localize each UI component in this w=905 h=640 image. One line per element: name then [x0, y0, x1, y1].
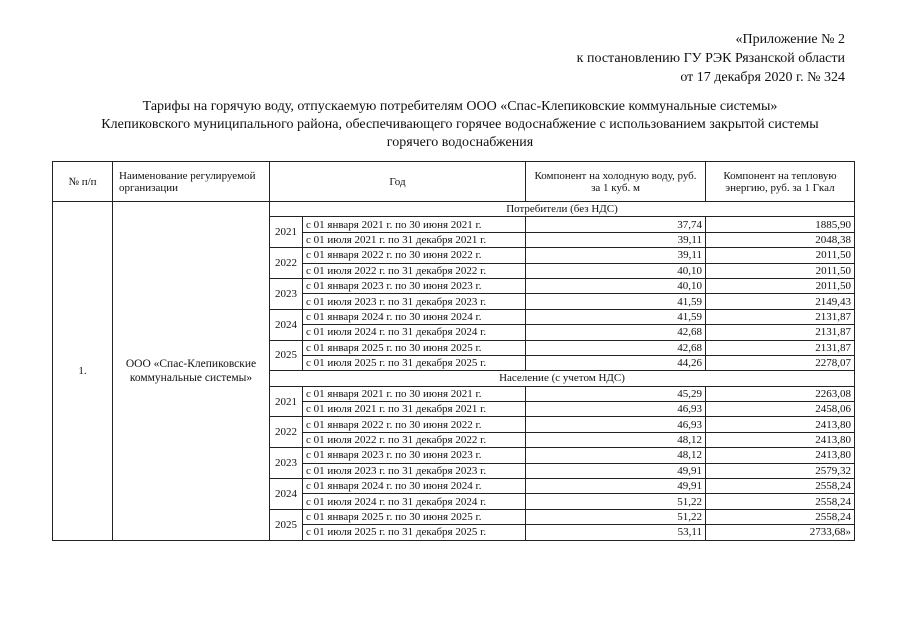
group-label: Потребители (без НДС) [270, 202, 855, 217]
period-cell: с 01 января 2024 г. по 30 июня 2024 г. [303, 479, 526, 494]
year-cell: 2025 [270, 340, 303, 371]
period-cell: с 01 января 2024 г. по 30 июня 2024 г. [303, 309, 526, 324]
year-cell: 2022 [270, 417, 303, 448]
heat-energy-value: 2131,87 [706, 309, 855, 324]
period-cell: с 01 июля 2022 г. по 31 декабря 2022 г. [303, 263, 526, 278]
year-cell: 2023 [270, 448, 303, 479]
cold-water-value: 48,12 [526, 448, 706, 463]
column-header-year: Год [270, 162, 526, 202]
cold-water-value: 49,91 [526, 479, 706, 494]
cold-water-value: 37,74 [526, 217, 706, 232]
appendix-resolution: к постановлению ГУ РЭК Рязанской области [576, 51, 845, 66]
column-header-num: № п/п [53, 162, 113, 202]
heat-energy-value: 2413,80 [706, 432, 855, 447]
cold-water-value: 46,93 [526, 402, 706, 417]
year-cell: 2023 [270, 278, 303, 309]
title-line: Клепиковского муниципального района, обеспечивающего горячее водоснабжение с использованием закрытой системы [101, 117, 819, 132]
heat-energy-value: 1885,90 [706, 217, 855, 232]
heat-energy-value: 2131,87 [706, 340, 855, 355]
heat-energy-value: 2579,32 [706, 463, 855, 478]
cold-water-value: 51,22 [526, 494, 706, 509]
cold-water-value: 45,29 [526, 386, 706, 401]
cold-water-value: 53,11 [526, 525, 706, 540]
period-cell: с 01 июля 2024 г. по 31 декабря 2024 г. [303, 494, 526, 509]
row-number: 1. [53, 202, 113, 541]
appendix-header [577, 30, 845, 87]
period-cell: с 01 июля 2025 г. по 31 декабря 2025 г. [303, 525, 526, 540]
cold-water-value: 44,26 [526, 355, 706, 370]
period-cell: с 01 июля 2023 г. по 31 декабря 2023 г. [303, 294, 526, 309]
heat-energy-value: 2733,68» [706, 525, 855, 540]
group-row [53, 202, 855, 217]
year-cell: 2022 [270, 248, 303, 279]
cold-water-value: 39,11 [526, 232, 706, 247]
period-cell: с 01 июля 2023 г. по 31 декабря 2023 г. [303, 463, 526, 478]
document-title [40, 98, 880, 152]
heat-energy-value: 2263,08 [706, 386, 855, 401]
heat-energy-value: 2278,07 [706, 355, 855, 370]
heat-energy-value: 2011,50 [706, 263, 855, 278]
column-header-cold: Компонент на холодную воду, руб. за 1 куб. м [526, 162, 706, 202]
cold-water-value: 46,93 [526, 417, 706, 432]
column-header-org: Наименование регулируемой организации [113, 162, 270, 202]
cold-water-value: 42,68 [526, 325, 706, 340]
year-cell: 2021 [270, 386, 303, 417]
period-cell: с 01 июля 2024 г. по 31 декабря 2024 г. [303, 325, 526, 340]
period-cell: с 01 января 2025 г. по 30 июня 2025 г. [303, 340, 526, 355]
period-cell: с 01 июля 2021 г. по 31 декабря 2021 г. [303, 232, 526, 247]
table-body [53, 202, 855, 541]
heat-energy-value: 2558,24 [706, 509, 855, 524]
period-cell: с 01 января 2025 г. по 30 июня 2025 г. [303, 509, 526, 524]
table-header-row [53, 162, 855, 202]
appendix-date: от 17 декабря 2020 г. № 324 [680, 70, 845, 85]
cold-water-value: 41,59 [526, 294, 706, 309]
year-cell: 2024 [270, 309, 303, 340]
title-line: Тарифы на горячую воду, отпускаемую потребителям ООО «Спас-Клепиковские коммунальные системы» [142, 99, 778, 114]
cold-water-value: 41,59 [526, 309, 706, 324]
heat-energy-value: 2011,50 [706, 278, 855, 293]
cold-water-value: 49,91 [526, 463, 706, 478]
heat-energy-value: 2413,80 [706, 448, 855, 463]
period-cell: с 01 июля 2021 г. по 31 декабря 2021 г. [303, 402, 526, 417]
heat-energy-value: 2458,06 [706, 402, 855, 417]
period-cell: с 01 июля 2022 г. по 31 декабря 2022 г. [303, 432, 526, 447]
title-line: горячего водоснабжения [386, 135, 534, 150]
group-label: Население (с учетом НДС) [270, 371, 855, 386]
organization-name: ООО «Спас-Клепиковские коммунальные системы» [113, 202, 270, 541]
period-cell: с 01 января 2021 г. по 30 июня 2021 г. [303, 217, 526, 232]
cold-water-value: 48,12 [526, 432, 706, 447]
period-cell: с 01 июля 2025 г. по 31 декабря 2025 г. [303, 355, 526, 370]
year-cell: 2024 [270, 479, 303, 510]
cold-water-value: 39,11 [526, 248, 706, 263]
year-cell: 2021 [270, 217, 303, 248]
cold-water-value: 42,68 [526, 340, 706, 355]
column-header-heat: Компонент на тепловую энергию, руб. за 1 Гкал [706, 162, 855, 202]
tariff-table [52, 161, 855, 541]
heat-energy-value: 2558,24 [706, 479, 855, 494]
cold-water-value: 40,10 [526, 263, 706, 278]
heat-energy-value: 2558,24 [706, 494, 855, 509]
appendix-title: «Приложение № 2 [735, 32, 845, 47]
year-cell: 2025 [270, 509, 303, 540]
period-cell: с 01 января 2021 г. по 30 июня 2021 г. [303, 386, 526, 401]
cold-water-value: 51,22 [526, 509, 706, 524]
period-cell: с 01 января 2022 г. по 30 июня 2022 г. [303, 248, 526, 263]
heat-energy-value: 2011,50 [706, 248, 855, 263]
period-cell: с 01 января 2023 г. по 30 июня 2023 г. [303, 448, 526, 463]
heat-energy-value: 2131,87 [706, 325, 855, 340]
heat-energy-value: 2413,80 [706, 417, 855, 432]
heat-energy-value: 2149,43 [706, 294, 855, 309]
period-cell: с 01 января 2023 г. по 30 июня 2023 г. [303, 278, 526, 293]
cold-water-value: 40,10 [526, 278, 706, 293]
heat-energy-value: 2048,38 [706, 232, 855, 247]
period-cell: с 01 января 2022 г. по 30 июня 2022 г. [303, 417, 526, 432]
